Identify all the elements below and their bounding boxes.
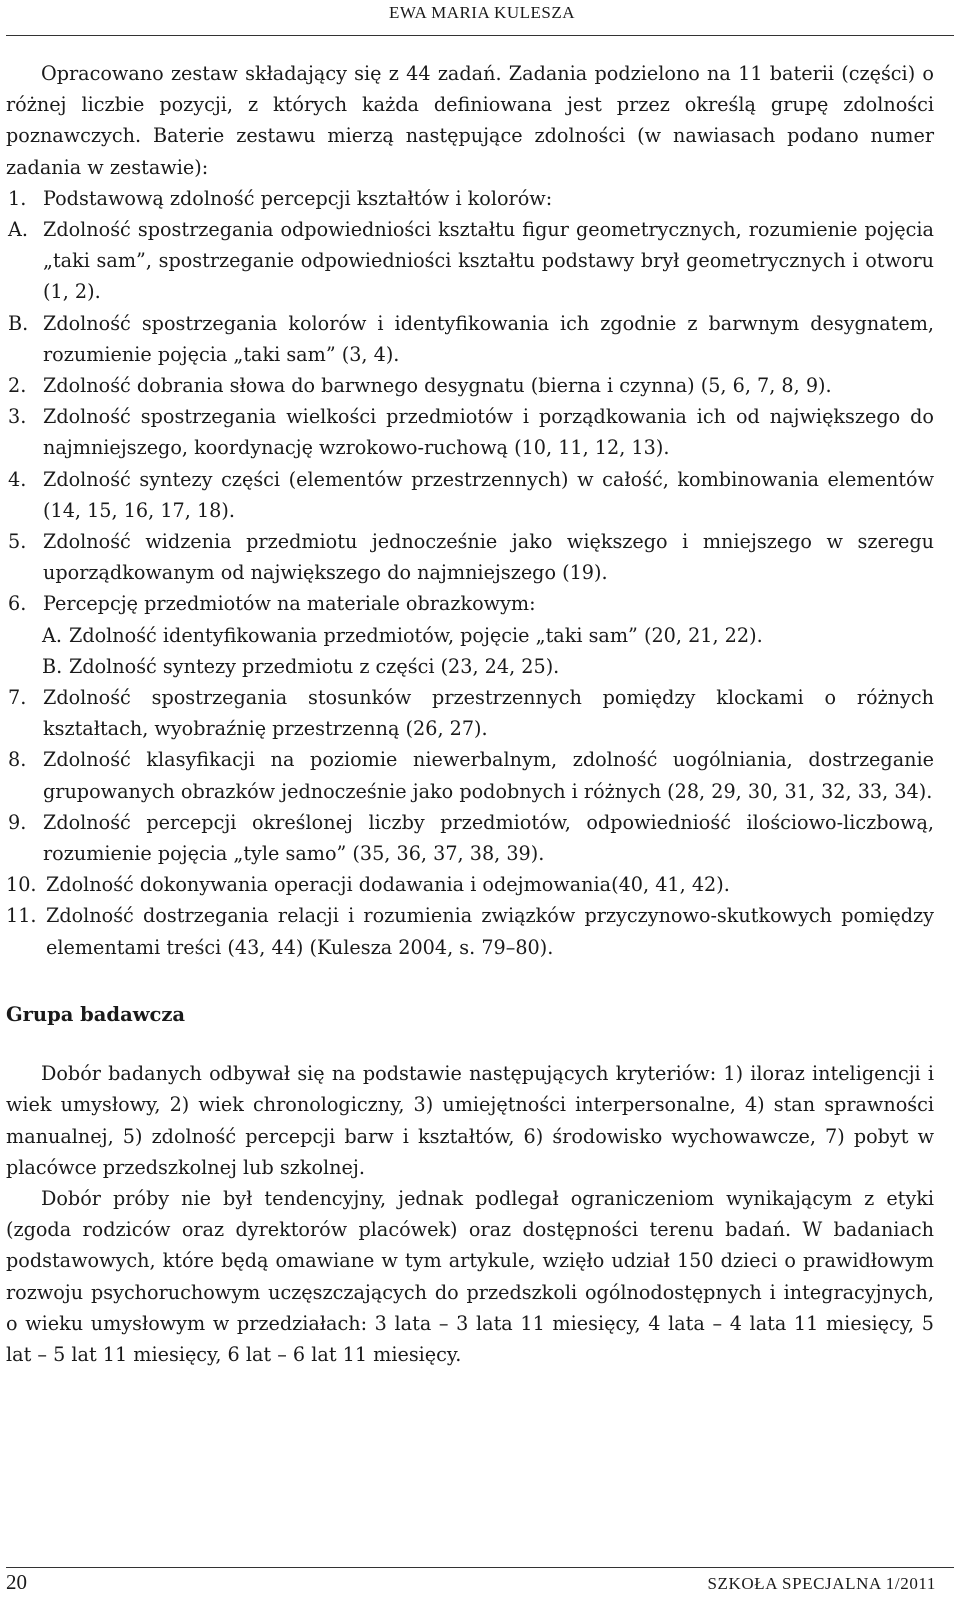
list-item-text: Zdolność dokonywania operacji dodawania i odejmowania(40, 41, 42).	[46, 873, 730, 897]
list-item	[6, 401, 934, 463]
page-body	[6, 58, 934, 1370]
list-item-text: Zdolność percepcji określonej liczby przedmiotów, odpowiedniość ilościowo-liczbową, rozumienie pojęcia „tyle samo” (35, 36, 37, 38, 39).	[43, 810, 934, 866]
list-item	[6, 183, 934, 214]
page-number: 20	[6, 1570, 27, 1594]
list-item-number: 11.	[6, 904, 37, 928]
list-item	[6, 308, 934, 370]
section-heading: Grupa badawcza	[6, 1002, 186, 1026]
list-item-number: 8.	[8, 748, 27, 772]
list-item-text: Zdolność spostrzegania stosunków przestrzennych pomiędzy klockami o różnych kształtach, wyobraźnię przestrzenną (26, 27).	[43, 686, 934, 741]
list-item-text: Zdolność klasyfikacji na poziomie niewerbalnym, zdolność uogólniania, dostrzeganie grupowanych obrazków jednocześnie jako podobnych i różnych (28, 29, 30, 31, 32, 33, 34).	[43, 748, 934, 803]
section-paragraph: Dobór badanych odbywał się na podstawie następujących kryteriów: 1) iloraz inteligencji i wiek umysłowy, 2) wiek chronologiczny, 3) umiejętności interpersonalne, 4) stan sprawności manualnej, 5) zdolność percepcji barw i kształtów, 6) środowisko wychowawcze, 7) pobyt w placówce przedszkolnej lub szkolnej.	[6, 1062, 934, 1179]
list-item-number: A.	[42, 623, 62, 647]
list-item	[6, 682, 934, 744]
list-item-text: Podstawową zdolność percepcji kształtów i kolorów:	[43, 186, 553, 210]
list-item	[6, 900, 934, 962]
sub-list-item	[42, 620, 934, 651]
list-item-text: Zdolność syntezy części (elementów przestrzennych) w całość, kombinowania elementów (14, 15, 16, 17, 18).	[43, 467, 934, 522]
list-item-number: B.	[8, 311, 29, 335]
list-item-number: 10.	[6, 873, 37, 897]
list-item	[6, 464, 934, 526]
page-header	[0, 0, 960, 42]
list-item-text: Zdolność spostrzegania odpowiedniości kształtu figur geometrycznych, rozumienie pojęcia „taki sam”, spostrzeganie odpowiedniości kształtu podstawy brył geometrycznych i otworu (1, 2).	[43, 218, 934, 304]
sub-list-item	[42, 651, 934, 682]
abilities-list	[6, 183, 934, 963]
list-item-text: Zdolność dostrzegania relacji i rozumienia związków przyczynowo-skutkowych pomiędzy elementami treści (43, 44) (Kulesza 2004, s. 79–80).	[46, 904, 934, 959]
list-item-text: Zdolność widzenia przedmiotu jednocześnie jako większego i mniejszego w szeregu uporządkowanym od największego do najmniejszego (19).	[43, 530, 934, 585]
list-item-number: 9.	[8, 810, 27, 834]
list-item	[6, 214, 934, 308]
page-footer	[0, 1560, 960, 1600]
list-item-text: Zdolność dobrania słowa do barwnego desygnatu (bierna i czynna) (5, 6, 7, 8, 9).	[43, 374, 832, 398]
list-item-number: 3.	[8, 405, 27, 429]
list-item-number: 6.	[8, 592, 27, 616]
list-item-text: Zdolność identyfikowania przedmiotów, pojęcie „taki sam” (20, 21, 22).	[69, 623, 763, 647]
list-item	[6, 588, 934, 619]
list-item-text: Zdolność spostrzegania kolorów i identyfikowania ich zgodnie z barwnym desygnatem, rozumienie pojęcia „taki sam” (3, 4).	[43, 311, 934, 366]
footer-rule	[6, 1567, 954, 1568]
list-item-text: Zdolność syntezy przedmiotu z części (23, 24, 25).	[69, 654, 560, 678]
list-item	[6, 807, 934, 869]
list-item	[6, 744, 934, 806]
list-item	[6, 869, 934, 900]
list-item	[6, 526, 934, 588]
running-head-author: EWA MARIA KULESZA	[388, 3, 575, 22]
running-foot-journal: SZKOŁA SPECJALNA 1/2011	[707, 1574, 936, 1593]
list-item-text: Zdolność spostrzegania wielkości przedmiotów i porządkowania ich od największego do najmniejszego, koordynację wzrokowo-ruchową (10, 11, 12, 13).	[43, 405, 934, 460]
header-rule	[6, 35, 954, 36]
list-item-text: Percepcję przedmiotów na materiale obrazkowym:	[43, 592, 536, 616]
intro-paragraph: Opracowano zestaw składający się z 44 zadań. Zadania podzielono na 11 baterii (części) o różnej liczbie pozycji, z których każda definiowana jest przez określą grupę zdolności poznawczych. Baterie zestawu mierzą następujące zdolności (w nawiasach podano numer zadania w zestawie):	[6, 62, 934, 179]
section-paragraph: Dobór próby nie był tendencyjny, jednak podlegał ograniczeniom wynikającym z etyki (zgoda rodziców oraz dyrektorów placówek) oraz dostępności terenu badań. W badaniach podstawowych, które będą omawiane w tym artykule, wzięło udział 150 dzieci o prawidłowym rozwoju psychoruchowym uczęszczających do przedszkoli ogólnodostępnych i integracyjnych, o wieku umysłowym w przedziałach: 3 lata – 3 lata 11 miesięcy, 4 lata – 4 lata 11 miesięcy, 5 lat – 5 lat 11 miesięcy, 6 lat – 6 lat 11 miesięcy.	[6, 1186, 934, 1366]
list-item-number: A.	[8, 218, 28, 242]
list-item-number: B.	[42, 654, 63, 678]
list-item-number: 2.	[8, 374, 27, 398]
list-item	[6, 370, 934, 401]
list-item-number: 1.	[8, 186, 27, 210]
list-item-number: 4.	[8, 467, 27, 491]
list-item-number: 7.	[8, 686, 27, 710]
list-item-number: 5.	[8, 530, 27, 554]
